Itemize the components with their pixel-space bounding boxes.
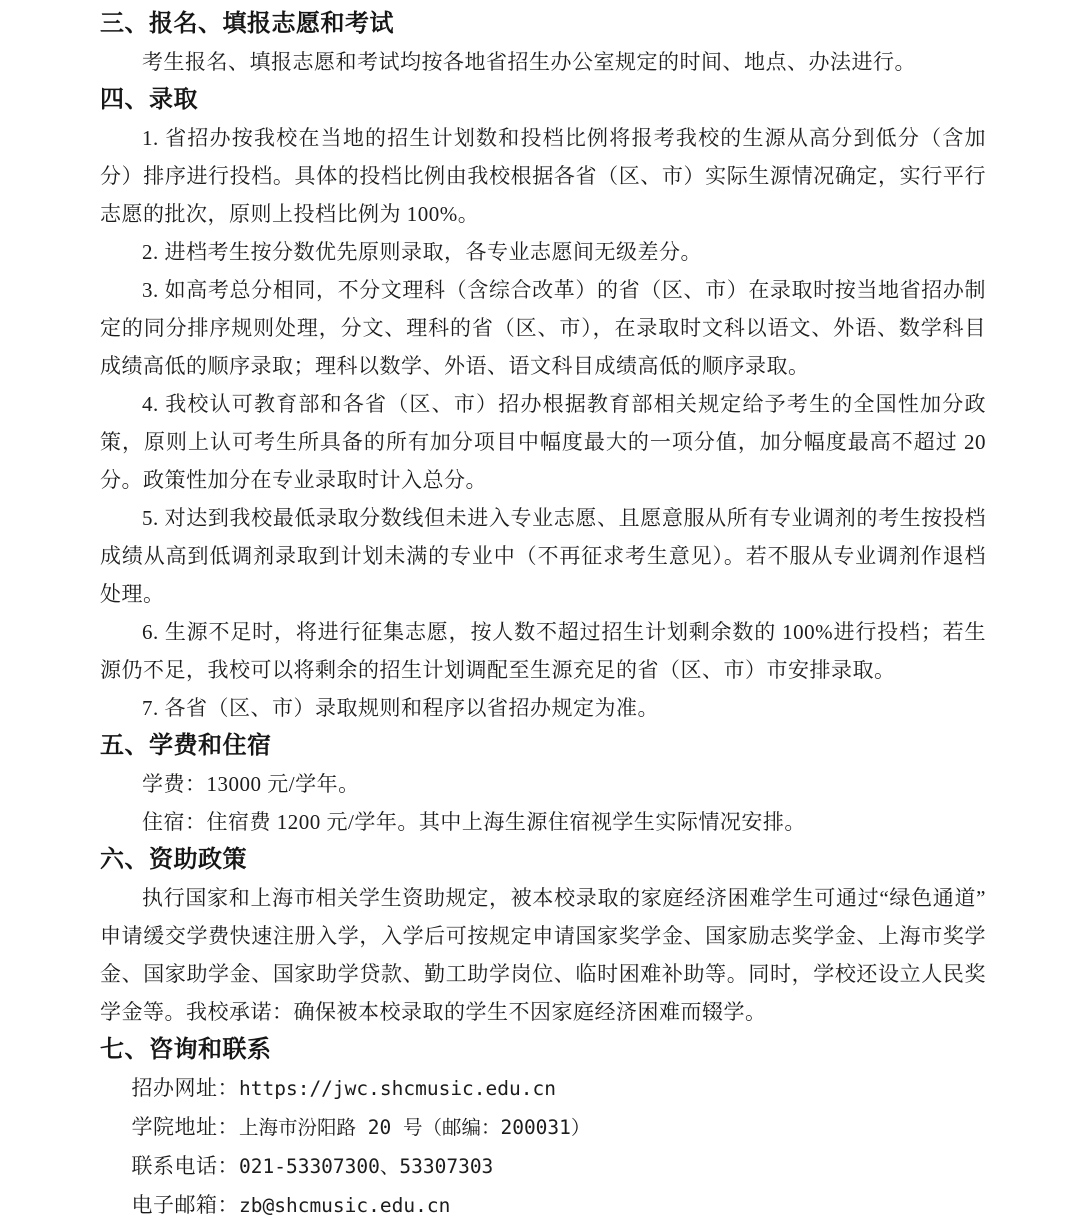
contact-row-address	[100, 1108, 986, 1147]
admission-rule-5: 5. 对达到我校最低录取分数线但未进入专业志愿、且愿意服从所有专业调剂的考生按投档成绩从高到低调剂录取到计划未满的专业中（不再征求考生意见）。若不服从专业调剂作退档处理。	[100, 506, 986, 606]
contact-row-phone	[100, 1147, 986, 1186]
section-heading-contact: 七、咨询和联系	[100, 1036, 272, 1063]
contact-value-email: zb@shcmusic.edu.cn	[239, 1194, 451, 1217]
contact-label-website: 招办网址：	[131, 1076, 239, 1100]
section-heading-financial-aid: 六、资助政策	[100, 846, 247, 873]
contact-value-phone: 021-53307300、53307303	[239, 1155, 494, 1178]
financial-aid-paragraph: 执行国家和上海市相关学生资助规定，被本校录取的家庭经济困难学生可通过“绿色通道”申请缓交学费快速注册入学，入学后可按规定申请国家奖学金、国家励志奖学金、上海市奖学金、国家助学金、国家助学贷款、勤工助学岗位、临时困难补助等。同时，学校还设立人民奖学金等。我校承诺：确保被本校录取的学生不因家庭经济困难而辍学。	[100, 886, 986, 1024]
admission-rule-7: 7. 各省（区、市）录取规则和程序以省招办规定为准。	[142, 696, 659, 720]
contact-row-website	[100, 1069, 986, 1108]
tuition-line: 学费：13000 元/学年。	[142, 772, 360, 796]
paragraph-registration: 考生报名、填报志愿和考试均按各地省招生办公室规定的时间、地点、办法进行。	[142, 50, 916, 74]
contact-row-email	[100, 1186, 986, 1222]
contact-label-email: 电子邮箱：	[131, 1193, 239, 1217]
contact-label-address: 学院地址：	[131, 1115, 239, 1139]
admission-rule-4: 4. 我校认可教育部和各省（区、市）招办根据教育部相关规定给予考生的全国性加分政策，原则上认可考生所具备的所有加分项目中幅度最大的一项分值，加分幅度最高不超过 20 分。政策性加分在专业录取时计入总分。	[100, 392, 986, 492]
section-heading-tuition: 五、学费和住宿	[100, 732, 272, 759]
admission-rule-6: 6. 生源不足时，将进行征集志愿，按人数不超过招生计划剩余数的 100%进行投档；若生源仍不足，我校可以将剩余的招生计划调配至生源充足的省（区、市）市安排录取。	[100, 620, 986, 682]
admission-rule-3: 3. 如高考总分相同，不分文理科（含综合改革）的省（区、市）在录取时按当地省招办制定的同分排序规则处理，分文、理科的省（区、市），在录取时文科以语文、外语、数学科目成绩高低的顺序录取；理科以数学、外语、语文科目成绩高低的顺序录取。	[100, 278, 986, 378]
admission-rule-1: 1. 省招办按我校在当地的招生计划数和投档比例将报考我校的生源从高分到低分（含加分）排序进行投档。具体的投档比例由我校根据各省（区、市）实际生源情况确定，实行平行志愿的批次，原则上投档比例为 100%。	[100, 126, 986, 226]
contact-value-address: 上海市汾阳路 20 号（邮编：200031）	[239, 1116, 591, 1139]
contact-value-website: https://jwc.shcmusic.edu.cn	[239, 1077, 556, 1100]
contact-label-phone: 联系电话：	[131, 1154, 239, 1178]
admission-rule-2: 2. 进档考生按分数优先原则录取，各专业志愿间无级差分。	[142, 240, 702, 264]
accommodation-line: 住宿：住宿费 1200 元/学年。其中上海生源住宿视学生实际情况安排。	[142, 810, 806, 834]
section-heading-registration: 三、报名、填报志愿和考试	[100, 10, 394, 37]
section-heading-admission: 四、录取	[100, 86, 198, 113]
